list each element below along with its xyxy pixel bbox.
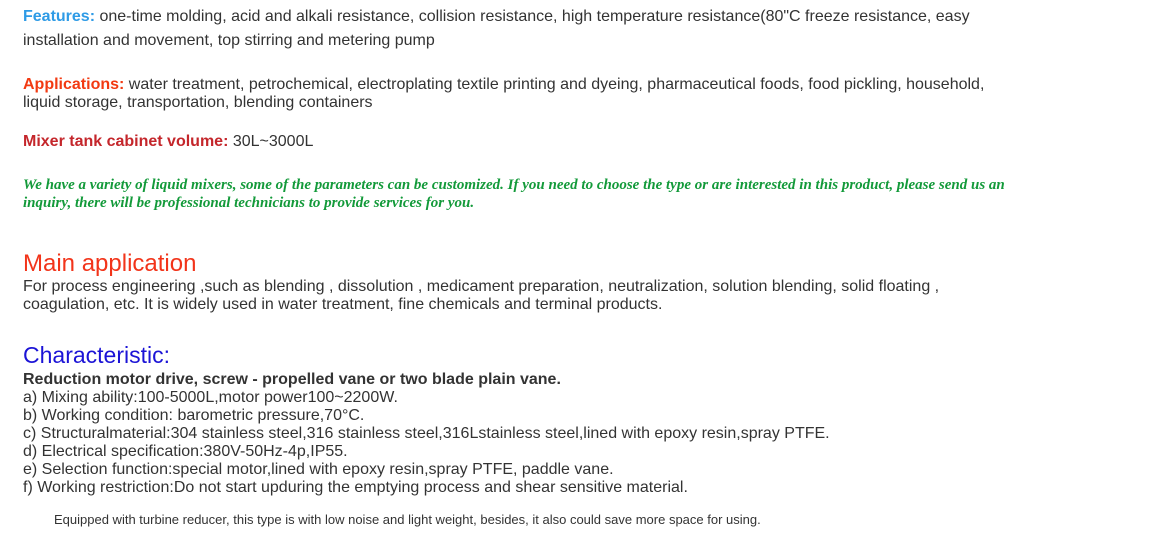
features-label: Features: [23,8,96,25]
features-paragraph [23,5,1023,53]
applications-text: water treatment, petrochemical, electroplating textile printing and dyeing, pharmaceutical foods, food pickling, household, liquid storage, transportation, blending containers [23,76,985,111]
features-text: one-time molding, acid and alkali resistance, collision resistance, high temperature resistance(80"C freeze resistance, easy installation and movement, top stirring and metering pump [23,8,970,49]
applications-paragraph [23,76,1023,112]
inquiry-note: We have a variety of liquid mixers, some of the parameters can be customized. If you need to choose the type or are interested in this product, please send us an inquiry, there will be professional technicians to provide services for you. [23,177,1005,211]
characteristic-subheading: Reduction motor drive, screw - propelled vane or two blade plain vane. [23,371,561,388]
list-item: b) Working condition: barometric pressure,70°C. [23,407,365,424]
list-item: f) Working restriction:Do not start upduring the emptying process and shear sensitive material. [23,479,688,496]
applications-label: Applications: [23,76,125,93]
list-item: c) Structuralmaterial:304 stainless steel,316 stainless steel,316Lstainless steel,lined with epoxy resin,spray PTFE. [23,425,830,442]
characteristic-heading: Characteristic: [23,342,170,368]
list-item: a) Mixing ability:100-5000L,motor power100~2200W. [23,389,398,406]
volume-text: 30L~3000L [228,133,314,150]
characteristic-footnote: Equipped with turbine reducer, this type is with low noise and light weight, besides, it also could save more space for using. [54,512,761,527]
volume-paragraph [23,133,1023,151]
list-item: e) Selection function:special motor,lined with epoxy resin,spray PTFE, paddle vane. [23,461,614,478]
list-item: d) Electrical specification:380V-50Hz-4p,IP55. [23,443,348,460]
main-application-heading: Main application [23,250,197,277]
characteristic-list [23,389,1023,497]
main-application-text: For process engineering ,such as blending , dissolution , medicament preparation, neutralization, solution blending, solid floating , coagulation, etc. It is widely used in water treatment, fine chemicals and terminal products. [23,278,940,313]
volume-label: Mixer tank cabinet volume: [23,133,229,150]
